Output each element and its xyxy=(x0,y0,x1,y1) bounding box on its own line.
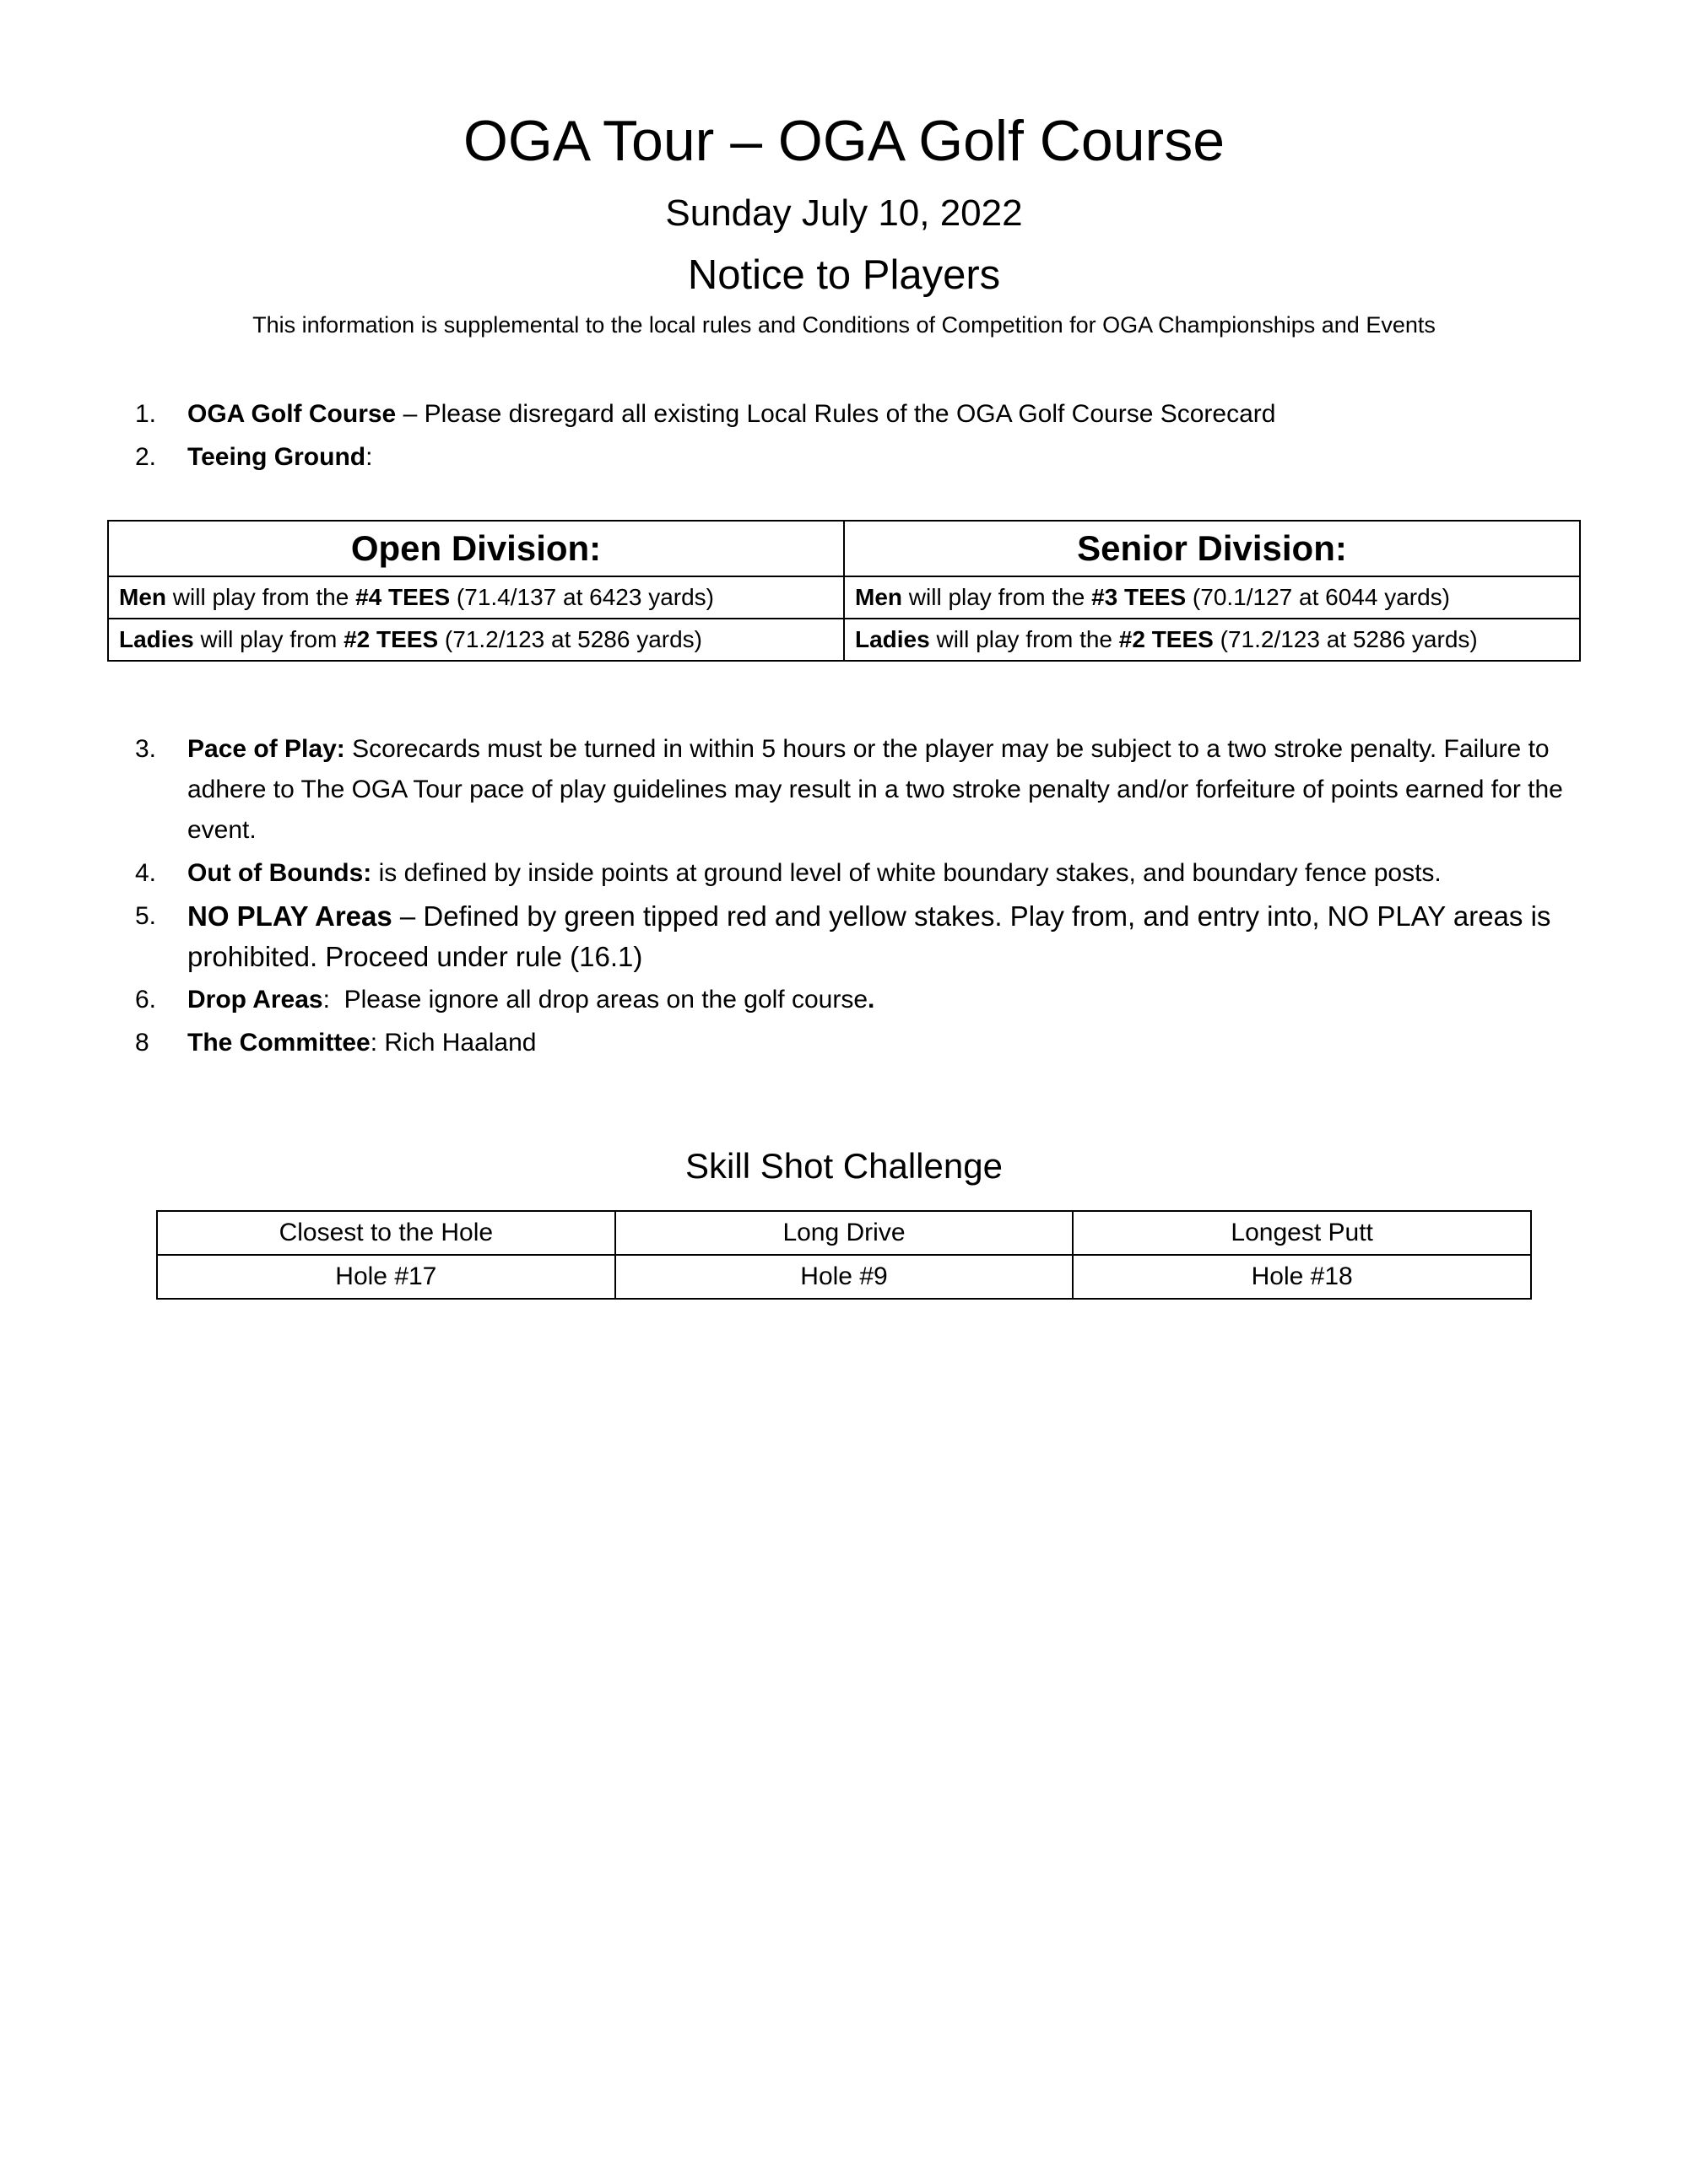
rule-text: NO PLAY Areas – Defined by green tipped red and yellow stakes. Play from, and entry into, NO PLAY areas is prohibited. Proceed under rule (16.1) xyxy=(187,900,1559,973)
rule-text: Out of Bounds: is defined by inside points at ground level of white boundary stakes, and boundary fence posts. xyxy=(187,859,1442,888)
notice-subtext: This information is supplemental to the local rules and Conditions of Competition for OGA Championships and Events xyxy=(252,312,1436,338)
skill-table-value-row xyxy=(157,1255,1531,1299)
closest-to-hole-header: Closest to the Hole xyxy=(157,1211,615,1255)
skill-table-header-row xyxy=(157,1211,1531,1255)
long-drive-header: Long Drive xyxy=(615,1211,1074,1255)
division-table xyxy=(107,520,1581,662)
rule-text: The Committee: Rich Haaland xyxy=(187,1029,537,1057)
senior-division-ladies-cell: Ladies will play from the #2 TEES (71.2/123 at 5286 yards) xyxy=(844,619,1580,661)
rule-number: 5. xyxy=(135,902,157,931)
rule-number: 4. xyxy=(135,859,157,888)
rule-item-5 xyxy=(107,896,1581,977)
event-date: Sunday July 10, 2022 xyxy=(665,192,1023,235)
rule-item-1 xyxy=(107,394,1581,435)
page-title: OGA Tour – OGA Golf Course xyxy=(463,109,1225,173)
division-table-ladies-row xyxy=(108,619,1580,661)
senior-division-header: Senior Division: xyxy=(844,521,1580,576)
rule-number: 1. xyxy=(135,400,157,429)
open-division-men-cell: Men will play from the #4 TEES (71.4/137 at 6423 yards) xyxy=(108,576,844,619)
rule-item-4 xyxy=(107,853,1581,894)
division-table-men-row xyxy=(108,576,1580,619)
rule-text: OGA Golf Course – Please disregard all existing Local Rules of the OGA Golf Course Scorecard xyxy=(187,400,1276,429)
rule-number: 3. xyxy=(135,735,157,764)
skill-shot-table xyxy=(156,1210,1532,1300)
division-table-header-row xyxy=(108,521,1580,576)
open-division-header: Open Division: xyxy=(108,521,844,576)
rule-text: Pace of Play: Scorecards must be turned in within 5 hours or the player may be subject to a two stroke penalty. Failure to adhere to The OGA Tour pace of play guidelines may result in a two stroke penalty and/or forfeiture of points earned for the event. xyxy=(187,735,1571,845)
rule-item-6 xyxy=(107,980,1581,1020)
rule-text: Teeing Ground: xyxy=(187,443,373,472)
open-division-ladies-cell: Ladies will play from #2 TEES (71.2/123 at 5286 yards) xyxy=(108,619,844,661)
longest-putt-header: Longest Putt xyxy=(1073,1211,1531,1255)
skill-shot-challenge-heading: Skill Shot Challenge xyxy=(685,1146,1003,1187)
rules-list-top xyxy=(107,394,1581,478)
rule-item-2 xyxy=(107,437,1581,478)
longest-putt-value: Hole #18 xyxy=(1073,1255,1531,1299)
rule-number: 2. xyxy=(135,443,157,472)
closest-to-hole-value: Hole #17 xyxy=(157,1255,615,1299)
notice-heading: Notice to Players xyxy=(687,252,1001,299)
long-drive-value: Hole #9 xyxy=(615,1255,1074,1299)
senior-division-men-cell: Men will play from the #3 TEES (70.1/127 at 6044 yards) xyxy=(844,576,1580,619)
rule-text: Drop Areas: Please ignore all drop areas on the golf course. xyxy=(187,986,875,1014)
rule-number: 8 xyxy=(135,1029,149,1057)
rule-item-8 xyxy=(107,1023,1581,1063)
rule-item-3 xyxy=(107,729,1581,851)
rule-number: 6. xyxy=(135,986,157,1014)
rules-list-bottom xyxy=(107,729,1581,1063)
